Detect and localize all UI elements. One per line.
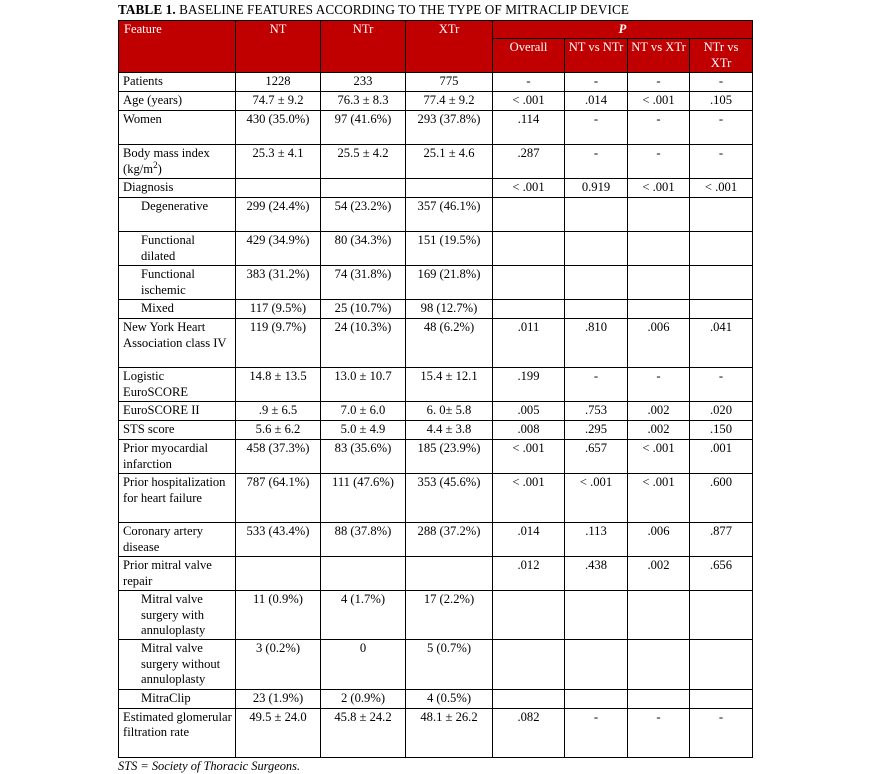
table-row: [119, 474, 753, 523]
table-row: [119, 92, 753, 111]
row-feature-label: Women: [119, 111, 236, 145]
row-value-xtr: 48.1 ± 26.2: [406, 708, 493, 757]
row-p-overall: .011: [493, 319, 565, 368]
row-p-overall: [493, 640, 565, 689]
row-value-xtr: 185 (23.9%): [406, 440, 493, 474]
row-feature-label: Logistic EuroSCORE: [119, 368, 236, 402]
row-p-nt-vs-ntr: .014: [565, 92, 628, 111]
row-feature-label: Estimated glomerular filtration rate: [119, 708, 236, 757]
row-p-overall: .287: [493, 145, 565, 179]
row-p-nt-vs-ntr: -: [565, 368, 628, 402]
row-value-nt: [236, 557, 321, 591]
table-row: [119, 640, 753, 689]
row-p-ntr-vs-xtr: .020: [690, 402, 753, 421]
row-value-xtr: 775: [406, 73, 493, 92]
row-p-nt-vs-ntr: .657: [565, 440, 628, 474]
row-p-nt-vs-xtr: -: [628, 73, 690, 92]
row-value-nt: 117 (9.5%): [236, 300, 321, 319]
row-p-nt-vs-xtr: < .001: [628, 474, 690, 523]
row-value-ntr: 97 (41.6%): [321, 111, 406, 145]
table-row: [119, 368, 753, 402]
row-value-nt: [236, 179, 321, 198]
row-value-xtr: 48 (6.2%): [406, 319, 493, 368]
row-value-nt: 5.6 ± 6.2: [236, 421, 321, 440]
row-p-overall: [493, 198, 565, 232]
column-header-p-group: P: [493, 21, 753, 39]
row-feature-label: Mitral valve surgery with annuloplasty: [119, 591, 236, 640]
row-feature-label: Body mass index $(kg/m^2)$: [119, 145, 236, 179]
row-p-overall: [493, 266, 565, 300]
row-p-overall: < .001: [493, 92, 565, 111]
row-value-ntr: 25 (10.7%): [321, 300, 406, 319]
column-header-xtr: XTr: [406, 21, 493, 73]
row-p-ntr-vs-xtr: -: [690, 145, 753, 179]
row-value-xtr: [406, 179, 493, 198]
row-value-nt: 25.3 ± 4.1: [236, 145, 321, 179]
table-row: [119, 421, 753, 440]
table-row: [119, 111, 753, 145]
row-p-ntr-vs-xtr: .877: [690, 523, 753, 557]
row-p-nt-vs-ntr: -: [565, 708, 628, 757]
row-p-nt-vs-ntr: -: [565, 111, 628, 145]
row-p-nt-vs-ntr: [565, 232, 628, 266]
baseline-features-table: [118, 20, 753, 758]
table-header: [119, 21, 753, 73]
row-value-xtr: 77.4 ± 9.2: [406, 92, 493, 111]
row-p-ntr-vs-xtr: -: [690, 111, 753, 145]
row-p-ntr-vs-xtr: < .001: [690, 179, 753, 198]
row-p-nt-vs-xtr: .002: [628, 421, 690, 440]
row-value-ntr: 45.8 ± 24.2: [321, 708, 406, 757]
row-p-nt-vs-ntr: [565, 689, 628, 708]
row-p-nt-vs-ntr: .438: [565, 557, 628, 591]
row-feature-label: Functional ischemic: [119, 266, 236, 300]
row-value-nt: 430 (35.0%): [236, 111, 321, 145]
row-p-overall: .114: [493, 111, 565, 145]
row-p-nt-vs-ntr: .753: [565, 402, 628, 421]
row-p-nt-vs-ntr: [565, 198, 628, 232]
column-header-ntr: NTr: [321, 21, 406, 73]
row-value-xtr: 288 (37.2%): [406, 523, 493, 557]
table-row: [119, 266, 753, 300]
row-value-nt: 23 (1.9%): [236, 689, 321, 708]
row-p-nt-vs-ntr: .810: [565, 319, 628, 368]
header-row-primary: [119, 21, 753, 39]
row-value-ntr: 24 (10.3%): [321, 319, 406, 368]
row-value-ntr: 13.0 ± 10.7: [321, 368, 406, 402]
row-p-nt-vs-ntr: < .001: [565, 474, 628, 523]
row-value-xtr: 98 (12.7%): [406, 300, 493, 319]
row-p-nt-vs-xtr: [628, 266, 690, 300]
column-header-p-nt-vs-ntr: NT vs NTr: [565, 39, 628, 73]
row-p-ntr-vs-xtr: .041: [690, 319, 753, 368]
page-title: [118, 2, 870, 17]
table-body: [119, 73, 753, 757]
row-p-ntr-vs-xtr: -: [690, 73, 753, 92]
row-feature-label: Diagnosis: [119, 179, 236, 198]
row-feature-label: Functional dilated: [119, 232, 236, 266]
table-row: [119, 402, 753, 421]
row-feature-label: Mixed: [119, 300, 236, 319]
table-row: [119, 557, 753, 591]
row-p-nt-vs-xtr: -: [628, 145, 690, 179]
row-p-ntr-vs-xtr: [690, 689, 753, 708]
column-header-feature: Feature: [119, 21, 236, 73]
table-footnote: STS = Society of Thoracic Surgeons.: [118, 758, 301, 773]
row-value-xtr: [406, 557, 493, 591]
row-p-nt-vs-xtr: < .001: [628, 440, 690, 474]
row-p-overall: < .001: [493, 474, 565, 523]
row-p-nt-vs-xtr: [628, 198, 690, 232]
row-p-nt-vs-ntr: .113: [565, 523, 628, 557]
row-value-ntr: [321, 179, 406, 198]
table-title-text: BASELINE FEATURES ACCORDING TO THE TYPE OF MITRACLIP DEVICE: [175, 2, 630, 17]
row-p-ntr-vs-xtr: .001: [690, 440, 753, 474]
row-p-overall: [493, 232, 565, 266]
row-value-xtr: 15.4 ± 12.1: [406, 368, 493, 402]
column-header-p-nt-vs-xtr: NT vs XTr: [628, 39, 690, 73]
row-value-nt: 533 (43.4%): [236, 523, 321, 557]
column-header-nt: NT: [236, 21, 321, 73]
row-p-overall: .082: [493, 708, 565, 757]
row-p-ntr-vs-xtr: .656: [690, 557, 753, 591]
row-value-ntr: 88 (37.8%): [321, 523, 406, 557]
row-value-xtr: 6. 0± 5.8: [406, 402, 493, 421]
row-value-ntr: 5.0 ± 4.9: [321, 421, 406, 440]
row-p-overall: .014: [493, 523, 565, 557]
row-value-ntr: 111 (47.6%): [321, 474, 406, 523]
row-p-nt-vs-ntr: .295: [565, 421, 628, 440]
row-feature-label: Degenerative: [119, 198, 236, 232]
row-value-nt: 49.5 ± 24.0: [236, 708, 321, 757]
row-p-nt-vs-xtr: [628, 640, 690, 689]
table-row: [119, 145, 753, 179]
row-p-nt-vs-xtr: .006: [628, 319, 690, 368]
row-value-xtr: 151 (19.5%): [406, 232, 493, 266]
row-value-nt: 429 (34.9%): [236, 232, 321, 266]
row-p-nt-vs-xtr: -: [628, 368, 690, 402]
row-p-ntr-vs-xtr: .600: [690, 474, 753, 523]
row-value-ntr: 80 (34.3%): [321, 232, 406, 266]
row-value-ntr: 25.5 ± 4.2: [321, 145, 406, 179]
row-p-nt-vs-ntr: 0.919: [565, 179, 628, 198]
row-value-nt: 3 (0.2%): [236, 640, 321, 689]
row-feature-label: Age (years): [119, 92, 236, 111]
row-value-ntr: 76.3 ± 8.3: [321, 92, 406, 111]
row-value-xtr: 169 (21.8%): [406, 266, 493, 300]
table-row: [119, 591, 753, 640]
row-p-ntr-vs-xtr: [690, 640, 753, 689]
row-value-xtr: 357 (46.1%): [406, 198, 493, 232]
row-value-nt: 14.8 ± 13.5: [236, 368, 321, 402]
row-feature-label: Prior mitral valve repair: [119, 557, 236, 591]
row-p-nt-vs-xtr: < .001: [628, 179, 690, 198]
row-feature-label: EuroSCORE II: [119, 402, 236, 421]
row-p-overall: -: [493, 73, 565, 92]
row-value-ntr: 233: [321, 73, 406, 92]
table-row: [119, 232, 753, 266]
row-feature-label: Mitral valve surgery without annuloplasty: [119, 640, 236, 689]
row-p-nt-vs-ntr: [565, 591, 628, 640]
row-value-xtr: 4.4 ± 3.8: [406, 421, 493, 440]
row-p-nt-vs-ntr: -: [565, 73, 628, 92]
table-row: [119, 198, 753, 232]
row-p-nt-vs-ntr: [565, 300, 628, 319]
row-feature-label: Patients: [119, 73, 236, 92]
table-row: [119, 708, 753, 757]
row-value-nt: 119 (9.7%): [236, 319, 321, 368]
row-p-nt-vs-ntr: -: [565, 145, 628, 179]
row-feature-label: MitraClip: [119, 689, 236, 708]
row-value-xtr: 353 (45.6%): [406, 474, 493, 523]
row-feature-label: Prior myocardial infarction: [119, 440, 236, 474]
row-p-overall: .199: [493, 368, 565, 402]
row-value-xtr: 293 (37.8%): [406, 111, 493, 145]
row-p-ntr-vs-xtr: [690, 198, 753, 232]
row-p-nt-vs-xtr: [628, 591, 690, 640]
table-number: TABLE 1.: [118, 2, 176, 17]
row-p-nt-vs-xtr: [628, 689, 690, 708]
row-value-nt: 299 (24.4%): [236, 198, 321, 232]
row-feature-label: STS score: [119, 421, 236, 440]
row-p-overall: .008: [493, 421, 565, 440]
row-value-nt: 1228: [236, 73, 321, 92]
row-value-ntr: 7.0 ± 6.0: [321, 402, 406, 421]
row-p-ntr-vs-xtr: -: [690, 368, 753, 402]
row-value-ntr: [321, 557, 406, 591]
row-value-nt: .9 ± 6.5: [236, 402, 321, 421]
row-value-nt: 787 (64.1%): [236, 474, 321, 523]
column-header-p-overall: Overall: [493, 39, 565, 73]
row-p-overall: < .001: [493, 440, 565, 474]
row-value-nt: 458 (37.3%): [236, 440, 321, 474]
row-value-ntr: 83 (35.6%): [321, 440, 406, 474]
row-p-ntr-vs-xtr: [690, 300, 753, 319]
row-p-nt-vs-ntr: [565, 640, 628, 689]
table-row: [119, 73, 753, 92]
row-p-ntr-vs-xtr: .105: [690, 92, 753, 111]
row-p-nt-vs-ntr: [565, 266, 628, 300]
row-p-overall: [493, 300, 565, 319]
column-header-p-ntr-vs-xtr: NTr vs XTr: [690, 39, 753, 73]
row-value-nt: 383 (31.2%): [236, 266, 321, 300]
row-p-nt-vs-xtr: -: [628, 708, 690, 757]
row-p-nt-vs-xtr: [628, 300, 690, 319]
row-p-overall: < .001: [493, 179, 565, 198]
row-feature-label: Coronary artery disease: [119, 523, 236, 557]
table-row: [119, 440, 753, 474]
row-p-nt-vs-xtr: .006: [628, 523, 690, 557]
row-p-nt-vs-xtr: .002: [628, 402, 690, 421]
row-value-nt: 74.7 ± 9.2: [236, 92, 321, 111]
row-p-ntr-vs-xtr: -: [690, 708, 753, 757]
row-p-ntr-vs-xtr: .150: [690, 421, 753, 440]
row-p-nt-vs-xtr: [628, 232, 690, 266]
row-p-ntr-vs-xtr: [690, 591, 753, 640]
row-value-xtr: 5 (0.7%): [406, 640, 493, 689]
row-p-ntr-vs-xtr: [690, 232, 753, 266]
row-p-nt-vs-xtr: .002: [628, 557, 690, 591]
row-p-overall: .005: [493, 402, 565, 421]
table-row: [119, 179, 753, 198]
row-p-overall: [493, 689, 565, 708]
table-row: [119, 689, 753, 708]
row-value-xtr: 17 (2.2%): [406, 591, 493, 640]
row-value-ntr: 0: [321, 640, 406, 689]
table-row: [119, 300, 753, 319]
row-p-overall: .012: [493, 557, 565, 591]
row-value-ntr: 74 (31.8%): [321, 266, 406, 300]
table-row: [119, 319, 753, 368]
row-value-xtr: 25.1 ± 4.6: [406, 145, 493, 179]
row-value-ntr: 2 (0.9%): [321, 689, 406, 708]
row-value-ntr: 4 (1.7%): [321, 591, 406, 640]
row-value-xtr: 4 (0.5%): [406, 689, 493, 708]
row-p-nt-vs-xtr: -: [628, 111, 690, 145]
row-p-overall: [493, 591, 565, 640]
row-p-ntr-vs-xtr: [690, 266, 753, 300]
row-p-nt-vs-xtr: < .001: [628, 92, 690, 111]
row-value-ntr: 54 (23.2%): [321, 198, 406, 232]
row-value-nt: 11 (0.9%): [236, 591, 321, 640]
table-row: [119, 523, 753, 557]
row-feature-label: Prior hospitalization for heart failure: [119, 474, 236, 523]
row-feature-label: New York Heart Association class IV: [119, 319, 236, 368]
